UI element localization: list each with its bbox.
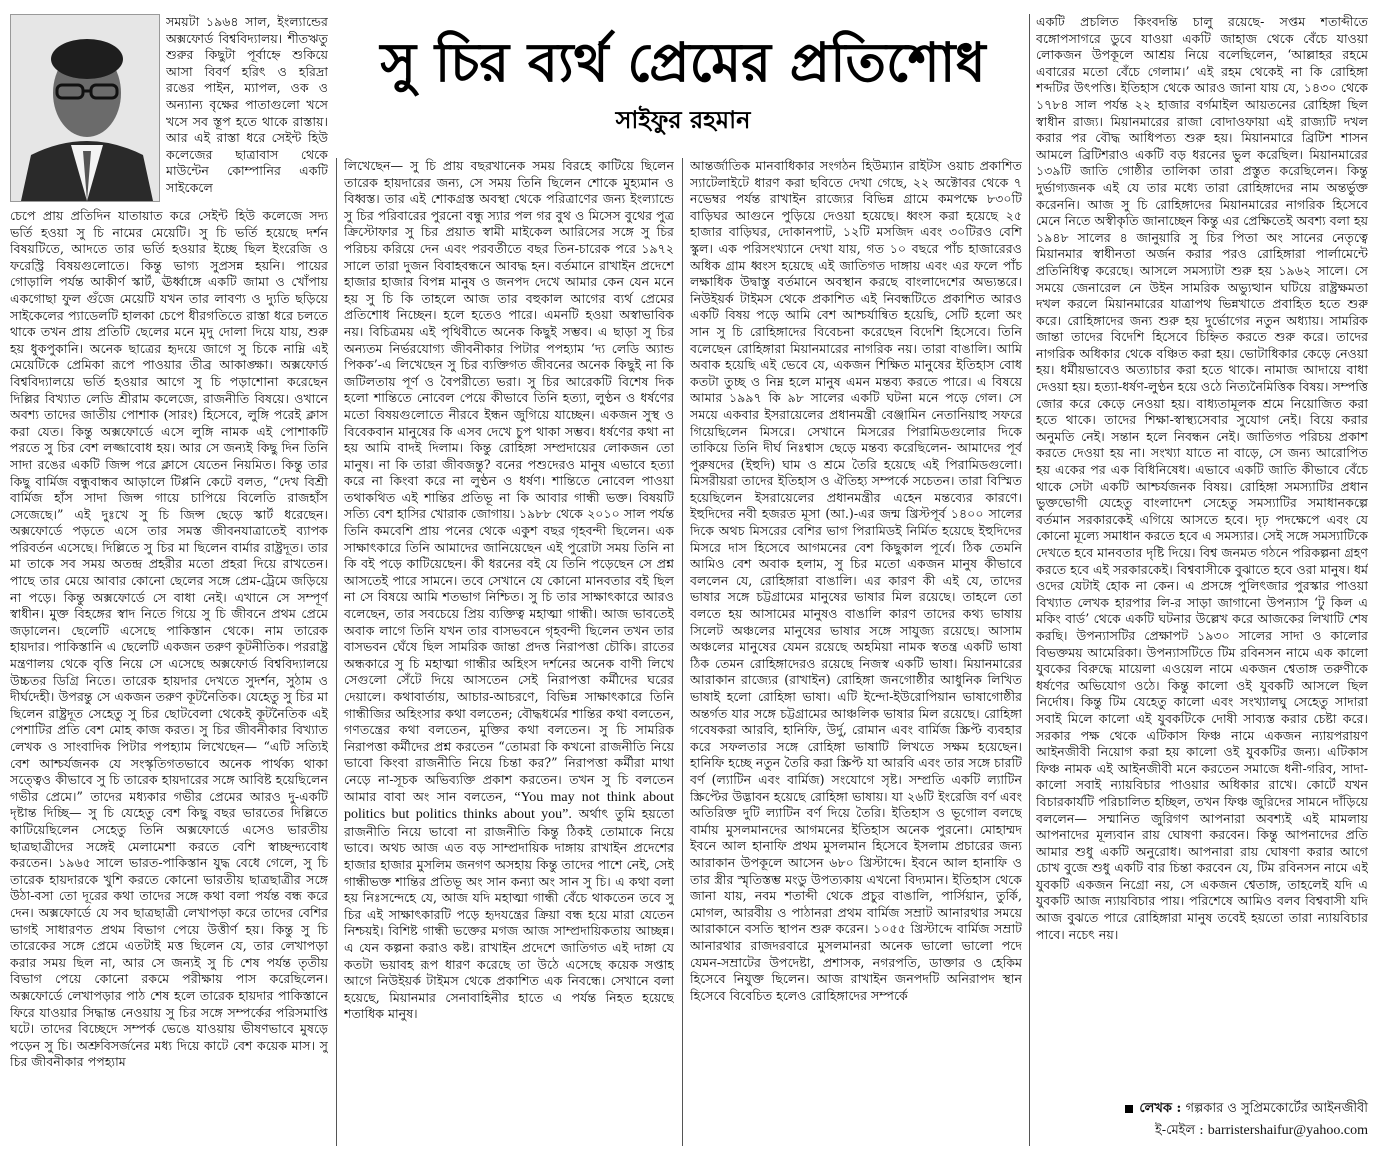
english-quote: “You may not think about politics but politics thinks about you”. <box>344 789 674 823</box>
article-col3 <box>690 158 1022 1146</box>
author-description: গল্পকার ও সুপ্রিমকোর্টের আইনজীবী <box>1185 1101 1368 1116</box>
email-address[interactable]: barristershaifur@yahoo.com <box>1207 1123 1368 1138</box>
headline: সু চির ব্যর্থ প্রেমের প্রতিশোধ <box>380 31 986 94</box>
article-col4 <box>1036 14 1368 1094</box>
article-text <box>344 158 674 1023</box>
article-text-part: লিখেছেন— সু চি প্রায় বছরখানেক সময় বিরহে কাটিয়ে ছিলেন তারেক হায়দারের জন্য, সে সময় তিনি ছিলেন শোকে মুহ্যমান ও বিধ্বস্ত। তার এই শোকগ্রস্ত অবস্থা থেকে পরিত্রাণের জন্য ইংল্যান্ডে সু চির পরিবারের পুরনো বন্ধু স্যার পল গর বুথ ও মিসেস বুথের পুত্র ক্রিস্টোফার সু চির প্রয়াত স্বামী মাইকেল আরিসের সঙ্গে সু চির পরিচয় করিয়ে দেন এবং পরবর্তীতে বছর তিন-চারেক পরে ১৯৭২ সালে তারা দুজন বিবাহবন্ধনে আবদ্ধ হন। বর্তমানে রাখাইন প্রদেশে হাজার হাজার বিপন্ন মানুষ ও জনপদ দেখে আমার কেন যেন মনে হয় সু চি কি তাহলে আজ তার বহুকাল আগের ব্যর্থ প্রেমের প্রতিশোধ নিচ্ছেন। হলে হতেও পারে। এমনটি হওয়া অস্বাভাবিক নয়। বিচিত্রময় এই পৃথিবীতে অনেক কিছুই সম্ভব। এ ছাড়া সু চির অন্যতম নির্ভরযোগ্য জীবনীকার পিটার পপহ্যাম ‘দ্য লেডি অ্যান্ড পিকক’-এ লিখেছেন সু চির ব্যক্তিগত জীবনের অনেক কিছুই না কি জটিলতায় পূর্ণ ও বৈপরীত্যে ভরা। সু চির আরেকটি বিশেষ দিক হলো শান্তিতে নোবেল পেয়ে কীভাবে তিনি হত্যা, লুণ্ঠন ও ধর্ষণের মতো বিষয়গুলোতে নীরবে ইন্ধন জুগিয়ে যাচ্ছেন। একজন সুস্থ ও বিবেকবান মানুষের কি এসব দেখে চুপ থাকা সম্ভব। ধর্ষণের কথা না হয় আমি বাদই দিলাম। কিন্তু রোহিঙ্গা সম্প্রদায়ের লোকজন তো মানুষ। না কি তারা জীবজন্তু? বনের পশুদেরও মানুষ এভাবে হত্যা করে না কিংবা করে না লুণ্ঠন ও ধর্ষণ। শান্তিতে নোবেল পাওয়া তথাকথিত এই শান্তির প্রতিভূ না কি আবার গান্ধী ভক্ত। বিষয়টি সত্যি বেশ হাসির খোরাক জোগায়। ১৯৮৮ থেকে ২০১০ সাল পর্যন্ত তিনি কমবেশি প্রায় পনের থেকে একুশ বছর গৃহবন্দী ছিলেন। এক সাক্ষাৎকারে তিনি আমাদের জানিয়েছেন এই পুরোটা সময় তিনি না কি বই পড়ে কাটিয়েছেন। কী ধরনের বই যে তিনি পড়েছেন সে প্রশ্ন আসতেই পারে সামনে। তবে সেখানে যে কোনো মানবতার বই ছিল না সে বিষয়ে আমি শতভাগ নিশ্চিত। সু চি তার সাক্ষাৎকারে আরও বলেছেন, তার সবচেয়ে প্রিয় ব্যক্তিত্ব মহাত্মা গান্ধী। আজ ভাবতেই অবাক লাগে তিনি যখন তার বাসভবনে গৃহবন্দী ছিলেন তখন তার বাসভবন ঘেঁষে ছিল সামরিক জান্তা প্রদত্ত নিরাপত্তা চৌকি। রাতের অন্ধকারে সু চি মহাত্মা গান্ধীর অহিংস দর্শনের অনেক বাণী লিখে সেগুলো সেঁটে দিয়ে আসতেন সেই নিরাপত্তা কর্মীদের ঘরের দেয়ালে। কথাবার্তায়, আচার-আচরণে, বিভিন্ন সাক্ষাৎকারে তিনি গান্ধীজির অহিংসার কথা বলতেন; বৌদ্ধধর্মের শান্তির কথা বলতেন, গণতন্ত্রের কথা বলতেন, মুক্তির কথা বলতেন। সু চি সামরিক নিরাপত্তা কর্মীদের প্রশ্ন করতেন “তোমরা কি কখনো রাজনীতি নিয়ে ভাবো কিংবা রাজনীতি নিয়ে চিন্তা কর?” নিরাপত্তা কর্মীরা মাথা নেড়ে না-সূচক অভিব্যক্তি প্রকাশ করতেন। তখন সু চি বলতেন আমার বাবা অং সান বলতেন, <box>344 158 674 804</box>
author-note <box>1040 1100 1368 1118</box>
article-text: চেপে প্রায় প্রতিদিন যাতায়াত করে সেইন্ট হিউ কলেজে সদ্য ভর্তি হওয়া সু চি নামের মেয়েটি। সু চি ভর্তি হয়েছে দর্শন বিষয়টিতে, আদতে তার ভর্তি হওয়ার ইচ্ছে ছিল ইংরেজি ও ফরেস্ট্রি বিষয়গুলোতে। কিন্তু ভাগ্য সুপ্রসন্ন হয়নি। পায়ের গোড়ালি পর্যন্ত আকীর্ণ স্কার্ট, ঊর্ধ্বাঙ্গে একটি জামা ও খোঁপায় একগোছা ফুল গুঁজে মেয়েটি যখন তার লাবণ্য ও দ্যুতি ছড়িয়ে সাইকেলের প্যাডেলটি হালকা চেপে ধীরগতিতে রাস্তা ধরে চলতে থাকে তখন প্রায় প্রতিটি ছেলের মনে মৃদু দোলা দিয়ে যায়, শুরু হয় ধুকপুকানি। অনেক ছাত্রের হৃদয়ে জাগে সু চিকে নাম্নি এই মেয়েটিকে প্রেমিকা রূপে পাওয়ার তীব্র আকাঙ্ক্ষা। অক্সফোর্ড বিশ্ববিদ্যালয়ে ভর্তি হওয়ার আগে সু চি পড়াশোনা করেছেন দিল্লির বিখ্যাত লেডি শ্রীরাম কলেজে, রাজনীতি বিষয়ে। ওখানে অবশ্য তাদের জাতীয় পোশাক (সারং) হিসেবে, লুঙ্গি পরেই ক্লাস করা যেত। কিন্তু অক্সফোর্ডে এসে লুঙ্গি নামক এই পোশাকটি পরতে সু চির বেশ লজ্জাবোধ হয়। আর সে জন্যই কিছু দিন তিনি সাদা রঙের একটি জিন্স পরে ক্লাসে যেতেন নিয়মিত। কিন্তু তার কিছু বার্মিজ বন্ধুবান্ধব আড়ালে টিপ্পনি কেটে বলত, “দেখ বিশ্রী বার্মিজ হাঁস সাদা জিন্স গায়ে চাপিয়ে বিলেতি রাজহাঁস সেজেছে।” এই দুঃখে সু চি জিন্স ছেড়ে স্কার্ট ধরেছেন। অক্সফোর্ডে পড়তে এসে তার সমস্ত জীবনযাত্রাতেই ব্যাপক পরিবর্তন এসেছে। দিল্লিতে সু চির মা ছিলেন বার্মার রাষ্ট্রদূত। তার মা তাকে সব সময় অতন্দ্র প্রহরীর মতো প্রহরা দিয়ে রাখতেন। পাছে তার মেয়ে আবার কোনো ছেলের সঙ্গে প্রেম-ট্রেমে জড়িয়ে না পড়ে। কিন্তু অক্সফোর্ডে সে বাধা নেই। এখানে সে সম্পূর্ণ স্বাধীন। মুক্ত বিহঙ্গের স্বাদ নিতে গিয়ে সু চি জীবনে প্রথম প্রেমে জড়ালেন। ছেলেটি এসেছে পাকিস্তান থেকে। নাম তারেক হায়দার। পাকিস্তানি এ ছেলেটি একজন তরুণ কূটনীতিক। পররাষ্ট্র মন্ত্রণালয় থেকে বৃত্তি নিয়ে সে এসেছে অক্সফোর্ড বিশ্ববিদ্যালয়ে উচ্চতর ডিগ্রি নিতে। তারেক হায়দার দেখতে সুদর্শন, সুঠাম ও দীর্ঘদেহী। উপরন্তু সে একজন তরুণ কূটনৈতিক। যেহেতু সু চির মা ছিলেন রাষ্ট্রদূত সেহেতু সু চির ছোটবেলা থেকেই কূটনৈতিক এই পেশাটির প্রতি বেশ মোহ কাজ করত। সু চির জীবনীকার বিখ্যাত লেখক ও সাংবাদিক পিটার পপহ্যাম লিখেছেন— “এটি সত্যিই বেশ আশ্চর্যজনক যে সংস্কৃতিগতভাবে অনেক পার্থক্য থাকা সত্ত্বেও কীভাবে সু চি তারেক হায়দারের সঙ্গে আবিষ্ট হয়েছিলেন গভীর প্রেমে।” তাদের মধ্যকার গভীর প্রেমের আরও দু-একটি দৃষ্টান্ত দিচ্ছি— সু চি যেহেতু বেশ কিছু বছর ভারতের দিল্লিতে কাটিয়েছিলেন সেহেতু তিনি অক্সফোর্ডে এসেও ভারতীয় ছাত্রছাত্রীদের সঙ্গেই মেলামেশা করতে বেশি স্বাচ্ছন্দ্যবোধ করতেন। ১৯৬৫ সালে ভারত-পাকিস্তান যুদ্ধ বেধে গেলে, সু চি তারেক হায়দারকে খুশি করতে কোনো ভারতীয় ছাত্রছাত্রীর সঙ্গে উঠা-বসা তো দূরের কথা তাদের সঙ্গে কথা বলা পর্যন্ত বন্ধ করে দেন। অক্সফোর্ডে যে সব ছাত্রছাত্রী লেখাপড়া করে তাদের বেশির ভাগই সাধারণত প্রথম বিভাগ পেয়ে উত্তীর্ণ হয়। কিন্তু সু চি তারেকের সঙ্গে প্রেমে এতটাই মত্ত ছিলেন যে, তার লেখাপড়া করার সময় ছিল না, আর সে জন্যই সু চি শেষ পর্যন্ত তৃতীয় বিভাগ পেয়ে কোনো রকমে পরীক্ষায় পাস করেছিলেন। অক্সফোর্ডে লেখাপড়ার পাঠ শেষ হলে তারেক হায়দার পাকিস্তানে ফিরে যাওয়ার সিদ্ধান্ত নেওয়ায় সু চির সঙ্গে সম্পর্কের পরিসমাপ্তি ঘটে। তাদের বিচ্ছেদে সম্পর্ক ভেঙে যাওয়ায় ভীষণভাবে মুষড়ে পড়েন সু চি। অশ্রুবিসর্জনের মধ্য দিয়ে কাটে বেশ কয়েক মাস। সু চির জীবনীকার পপহ্যাম <box>10 208 328 1070</box>
author-photo <box>10 14 160 202</box>
email-label: ই-মেইল : <box>1155 1123 1204 1138</box>
column-divider <box>336 158 337 1146</box>
article-text: আন্তর্জাতিক মানবাধিকার সংগঠন হিউম্যান রাইটস ওয়াচ প্রকাশিত স্যাটেলাইটে ধারণ করা ছবিতে দেখা গেছে, ২২ অক্টোবর থেকে ৭ নভেম্বর পর্যন্ত রাখাইন রাজ্যের বিভিন্ন গ্রামে কমপক্ষে ৮৩০টি বাড়িঘর আগুনে পুড়িয়ে দেওয়া হয়েছে। ধ্বংস করা হয়েছে ২৫ হাজার বাড়িঘর, দোকানপাট, ১২টি মসজিদ এবং ৩০টিরও বেশি স্কুল। এক পরিসংখ্যানে দেখা যায়, গত ১০ বছরে পাঁচ হাজারেরও অধিক গ্রাম ধ্বংস হয়েছে এই জাতিগত দাঙ্গায় এবং এর ফলে পাঁচ লক্ষাধিক উদ্বাস্তু বর্তমানে অবস্থান করছে বাংলাদেশের অভ্যন্তরে। নিউইয়র্ক টাইমস থেকে প্রকাশিত এই নিবন্ধটিতে প্রকাশিত আরও একটি বিষয় পড়ে আমি বেশ আশ্চর্যান্বিত হয়েছি, সেটি হলো অং সান সু চি রোহিঙ্গাদের বিবেচনা করেছেন বিদেশি হিসেবে। তিনি বলেছেন রোহিঙ্গারা মিয়ানমারের নাগরিক নয়। তারা বাঙালি। আমি অবাক হয়েছি এই ভেবে যে, একজন শিক্ষিত মানুষের ইতিহাস বোধ কতটা তুচ্ছ ও নিম্ন হলে মানুষ এমন মন্তব্য করতে পারে। এ বিষয়ে আমার ১৯৯৭ কি ৯৮ সালের একটি ঘটনা মনে পড়ে গেল। সে সময়ে একবার ইসরায়েলের প্রধানমন্ত্রী বেঞ্জামিন নেতানিয়াহু সফরে গিয়েছিলেন মিসরে। সেখানে মিসরের পিরামিডগুলোর দিকে তাকিয়ে তিনি দীর্ঘ নিঃশ্বাস ছেড়ে মন্তব্য করেছিলেন- আমাদের পূর্ব পুরুষদের (ইহুদি) ঘাম ও শ্রমে তৈরি হয়েছে এই পিরামিডগুলো। মিসরীয়রা তাদের ইতিহাস ও ঐতিহ্য সম্পর্কে সচেতন। তারা বিস্মিত হয়েছিলেন ইসরায়েলের প্রধানমন্ত্রীর এহেন মন্তব্যের কারণে। ইহুদিদের নবী হজরত মূসা (আ.)-এর জন্ম খ্রিস্টপূর্ব ১৪০০ সালের দিকে অথচ মিসরের বেশির ভাগ পিরামিডই নির্মিত হয়েছে ইহুদিদের মিসরে দাস হিসেবে আগমনের বেশ কিছুকাল পূর্বে। ঠিক তেমনি আমিও বেশ অবাক হলাম, সু চির মতো একজন মানুষ কীভাবে বললেন যে, রোহিঙ্গারা বাঙালি। এর কারণ কী এই যে, তাদের ভাষার সঙ্গে চট্টগ্রামের মানুষের ভাষার মিল রয়েছে। তাহলে তো বলতে হয় আসামের মানুষও বাঙালি কারণ তাদের কথ্য ভাষায় সিলেট অঞ্চলের মানুষের ভাষার সঙ্গে সাযুজ্য রয়েছে। আসাম অঞ্চলের মানুষের যেমন রয়েছে অহমিয়া নামক স্বতন্ত্র একটি ভাষা ঠিক তেমন রোহিঙ্গাদেরও রয়েছে নিজস্ব একটি ভাষা। মিয়ানমারের আরাকান রাজ্যের (রাখাইন) রোহিঙ্গা জনগোষ্ঠীর আধুনিক লিখিত ভাষাই হলো রোহিঙ্গা ভাষা। এটি ইন্দো-ইউরোপিয়ান ভাষাগোষ্ঠীর অন্তর্গত যার সঙ্গে চট্টগ্রামের আঞ্চলিক ভাষার মিল রয়েছে। রোহিঙ্গা গবেষকরা আরবি, হানিফি, উর্দু, রোমান এবং বার্মিজ স্ক্রিপ্ট ব্যবহার করে সফলতার সঙ্গে রোহিঙ্গা ভাষাটি লিখতে সক্ষম হয়েছেন। হানিফি হচ্ছে নতুন তৈরি করা স্ক্রিপ্ট যা আরবি এবং তার সঙ্গে চারটি বর্ণ (ল্যাটিন এবং বার্মিজ) সংযোগে সৃষ্ট। সম্প্রতি একটি ল্যাটিন স্ক্রিপ্টের উদ্ভাবন হয়েছে রোহিঙ্গা ভাষায়। যা ২৬টি ইংরেজি বর্ণ এবং অতিরিক্ত দুটি ল্যাটিন বর্ণ দিয়ে তৈরি। ইতিহাস ও ভূগোল বলছে বার্মায় মুসলমানদের আগমনের ইতিহাস অনেক পুরনো। মোহাম্মদ ইবনে আল হানাফি প্রথম মুসলমান হিসেবে ইসলাম প্রচারের জন্য আরাকান উপকূলে আসেন ৬৮০ খ্রিস্টাব্দে। ইবনে আল হানাফি ও তার স্ত্রীর স্মৃতিস্তম্ভ মংডু উপত্যকায় এখনো বিদ্যমান। ইতিহাস থেকে জানা যায়, নবম শতাব্দী থেকে প্রচুর বাঙালি, পার্সিয়ান, তুর্কি, মোগল, আরবীয় ও পাঠানরা প্রথম বার্মিজ সম্রাট আনারথার সময়ে আরাকানে বসতি স্থাপন শুরু করেন। ১০৫৫ খ্রিস্টাব্দে বার্মিজ সম্রাট আনারথার রাজদরবারে মুসলমানরা অনেক ভালো ভালো পদে যেমন-সম্রাটের উপদেষ্টা, প্রশাসক, নগরপতি, ডাক্তার ও হেকিম হিসেবে নিযুক্ত ছিলেন। আজ রাখাইন জনপদটি অনিরাপদ স্থান হিসেবে বিবেচিত হলেও রোহিঙ্গাদের সম্পর্কে <box>690 158 1022 1003</box>
author-portrait-icon <box>11 15 159 201</box>
bullet-square-icon <box>1125 1105 1133 1113</box>
column-divider <box>1029 14 1030 1146</box>
article-col1-top <box>166 14 328 208</box>
byline: সাইফুর রহমান <box>615 106 751 134</box>
article-text: একটি প্রচলিত কিংবদন্তি চালু রয়েছে- সপ্তম শতাব্দীতে বঙ্গোপসাগরে ডুবে যাওয়া একটি জাহাজ থেকে বেঁচে যাওয়া লোকজন উপকূলে আশ্রয় নিয়ে বলেছিলেন, ‘আল্লাহর রহমে এবারের মতো বেঁচে গেলাম।’ এই রহম থেকেই না কি রোহিঙ্গা শব্দটির উৎপত্তি। ইতিহাস থেকে আরও জানা যায় যে, ১৪৩০ থেকে ১৭৮৪ সাল পর্যন্ত ২২ হাজার বর্গমাইল আয়তনের রোহিঙ্গা ছিল স্বাধীন রাজ্য। মিয়ানমারের রাজা বোদাওফায়া এই রাজ্যটি দখল করার পর বৌদ্ধ আধিপত্য শুরু হয়। মিয়ানমারে ব্রিটিশ শাসন আমলে ব্রিটিশরাও একটি বড় ধরনের ভুল করেছিল। মিয়ানমারের ১৩৯টি জাতি গোষ্ঠীর তালিকা তারা প্রস্তুত করেছিলেন। কিন্তু দুর্ভাগ্যজনক এই যে তার মধ্যে তারা রোহিঙ্গাদের নাম অন্তর্ভুক্ত করেননি। আজ সু চি রোহিঙ্গাদের মিয়ানমারের নাগরিক হিসেবে মেনে নিতে অস্বীকৃতি জানাচ্ছেন কিন্তু এর প্রেক্ষিতেই অবশ্য বলা হয় ১৯৪৮ সালের ৪ জানুয়ারি সু চির পিতা অং সানের নেতৃত্বে মিয়ানমার স্বাধীনতা অর্জন করার পরও রোহিঙ্গারা পার্লামেন্টে প্রতিনিধিত্ব করেছে। আসলে সমস্যাটা শুরু হয় ১৯৬২ সালে। সে সময়ে জেনারেল নে উইন সামরিক অভ্যুত্থান ঘটিয়ে রাষ্ট্রক্ষমতা দখল করলে মিয়ানমারের যাত্রাপথ ভিন্নখাতে প্রবাহিত হতে শুরু করে। রোহিঙ্গাদের জন্য শুরু হয় দুর্ভোগের নতুন অধ্যায়। সামরিক জান্তা তাদের বিদেশি হিসেবে চিহ্নিত করতে শুরু করে। তাদের নাগরিক অধিকার থেকে বঞ্চিত করা হয়। ভোটাধিকার কেড়ে নেওয়া হয়। ধর্মীয়ভাবেও অত্যাচার করা হতে থাকে। নামাজ আদায়ে বাধা দেওয়া হয়। হত্যা-ধর্ষণ-লুণ্ঠন হয়ে ওঠে নিত্যনৈমিত্তিক বিষয়। সম্পত্তি জোর করে কেড়ে নেওয়া হয়। বাধ্যতামূলক শ্রমে নিয়োজিত করা হতে থাকে। তাদের শিক্ষা-স্বাস্থ্যসেবার সুযোগ নেই। বিয়ে করার অনুমতি নেই। সন্তান হলে নিবন্ধন নেই। জাতিগত পরিচয় প্রকাশ করতে দেওয়া হয় না। সংখ্যা যাতে না বাড়ে, সে জন্য আরোপিত হয় একের পর এক বিধিনিষেধ। এভাবে একটি জাতি কীভাবে বেঁচে থাকে সেটা একটি আশ্চর্যজনক বিষয়। রোহিঙ্গা সমস্যাটির প্রধান ভুক্তভোগী যেহেতু বাংলাদেশ সেহেতু সমস্যাটির সমাধানকল্পে বর্তমান সরকারকেই এগিয়ে আসতে হবে। দৃঢ় পদক্ষেপে এবং যে কোনো মূল্যে সমাধান করতে হবে এ সমস্যার। সেই সঙ্গে সমস্যাটিকে দেখতে হবে মানবতার দৃষ্টি দিয়ে। বিশ্ব জনমত গঠনে পরিকল্পনা গ্রহণ করতে হবে এই সরকারকেই। বিশ্ববাসীকে বুঝাতে হবে ওরা মানুষ। ধর্ম ওদের যেটাই হোক না কেন। এ প্রসঙ্গে পুলিৎজার পুরস্কার পাওয়া বিখ্যাত লেখক হারপার লি-র সাড়া জাগানো উপন্যাস ‘টু কিল এ মকিং বার্ড’ থেকে একটি ঘটনার উল্লেখ করে আজকের লিখাটি শেষ করছি। উপন্যাসটির প্রেক্ষাপট ১৯৩০ সালের সাদা ও কালোর বিভক্তময় আমেরিকা। উপন্যাসটিতে টিম রবিনসন নামে এক কালো যুবকের বিরুদ্ধে মায়েলা এওয়েল নামে একজন শ্বেতাঙ্গ তরুণীকে ধর্ষণের অভিযোগ ওঠে। কিন্তু কালো ওই যুবকটি আসলে ছিল নির্দোষ। কিন্তু টিম যেহেতু কালো এবং সংখ্যালঘু সেহেতু সাদারা সবাই মিলে কালো এই যুবকটিকে দোষী সাব্যস্ত করার চেষ্টা করে। সরকার পক্ষ থেকে এটিকাস ফিঞ্চ নামে একজন ন্যায়পরায়ণ আইনজীবী নিয়োগ করা হয় কালো ওই যুবকটির জন্য। এটিকাস ফিঞ্চ নামক এই আইনজীবী মনে করতেন সমাজে ধনী-গরিব, সাদা-কালো সবাই ন্যায়বিচার পাওয়ার অধিকার রাখে। কোর্টে যখন বিচারকার্যটি পরিচালিত হচ্ছিল, তখন ফিঞ্চ জুরিদের সামনে দাঁড়িয়ে বললেন— সম্মানিত জুরিগণ আপনারা অবশ্যই এই মামলায় আপনাদের মূল্যবান রায় ঘোষণা করবেন। কিন্তু আপনাদের প্রতি আমার শুধু একটি অনুরোধ। আপনারা রায় ঘোষণা করার আগে চোখ বুজে শুধু একটি বার চিন্তা করবেন যে, টিম রবিনসন নামে এই যুবকটি একজন নিগ্রো নয়, সে একজন শ্বেতাঙ্গ, তাহলেই যদি এ যুবকটি আজ ন্যায়বিচার পায়। পরিশেষে আমিও বলব বিশ্ববাসী যদি আজ বুঝতে পারে রোহিঙ্গারা মানুষ তবেই হয়তো তারা ন্যায়বিচার পাবে। নচেৎ নয়। <box>1036 14 1368 942</box>
article-col2 <box>344 158 674 1146</box>
article-text-part: অর্থাৎ তুমি হয়তো রাজনীতি নিয়ে ভাবো না রাজনীতি কিন্তু ঠিকই তোমাকে নিয়ে ভাবে। অথচ আজ এত বড় সাম্প্রদায়িক দাঙ্গায় রাখাইন প্রদেশের হাজার হাজার মুসলিম জনগণ অসহায় কিন্তু তাদের পাশে নেই, সেই গান্ধীভক্ত শান্তির প্রতিভূ অং সান কন্যা অং সান সু চি। এ কথা বলা হয় নিঃসন্দেহে যে, আজ যদি মহাত্মা গান্ধী বেঁচে থাকতেন তবে সু চির এই সাক্ষাৎকারটি পড়ে হৃদযন্ত্রের ক্রিয়া বন্ধ হয়ে মারা যেতেন নিশ্চয়ই। বিশিষ্ট গান্ধী ভক্তের মগজ আজ সাম্প্রদায়িকতায় আচ্ছন্ন। এ যেন কল্পনা করাও কষ্ট। রাখাইন প্রদেশে জাতিগত এই দাঙ্গা যে কতটা ভয়াবহ রূপ ধারণ করেছে তা উঠে এসেছে কয়েক সপ্তাহ আগে নিউইয়র্ক টাইমস থেকে প্রকাশিত এক নিবন্ধে। সেখানে বলা হয়েছে, মিয়ানমার সেনাবাহিনীর হাতে এ পর্যন্ত নিহত হয়েছে শতাধিক মানুষ। <box>344 806 674 1022</box>
column-divider <box>682 158 683 1146</box>
article-text: সময়টা ১৯৬৪ সাল, ইংল্যান্ডের অক্সফোর্ড বিশ্ববিদ্যালয়। শীতঋতু শুরুর কিছুটা পূর্বাহ্নে শুকিয়ে আসা বিবর্ণ হরিৎ ও হরিদ্রা রঙের পাইন, ম্যাপল, ওক ও অন্যান্য বৃক্ষের পাতাগুলো খসে খসে সব স্তূপ হতে থাকে রাস্তায়। আর এই রাস্তা ধরে সেইন্ট হিউ কলেজের ছাত্রাবাস থেকে মাউন্টেন কোম্পানির একটি সাইকেলে <box>166 14 328 195</box>
article-col1 <box>10 208 328 1146</box>
author-label: লেখক : <box>1139 1101 1182 1116</box>
email-note <box>1040 1122 1368 1140</box>
